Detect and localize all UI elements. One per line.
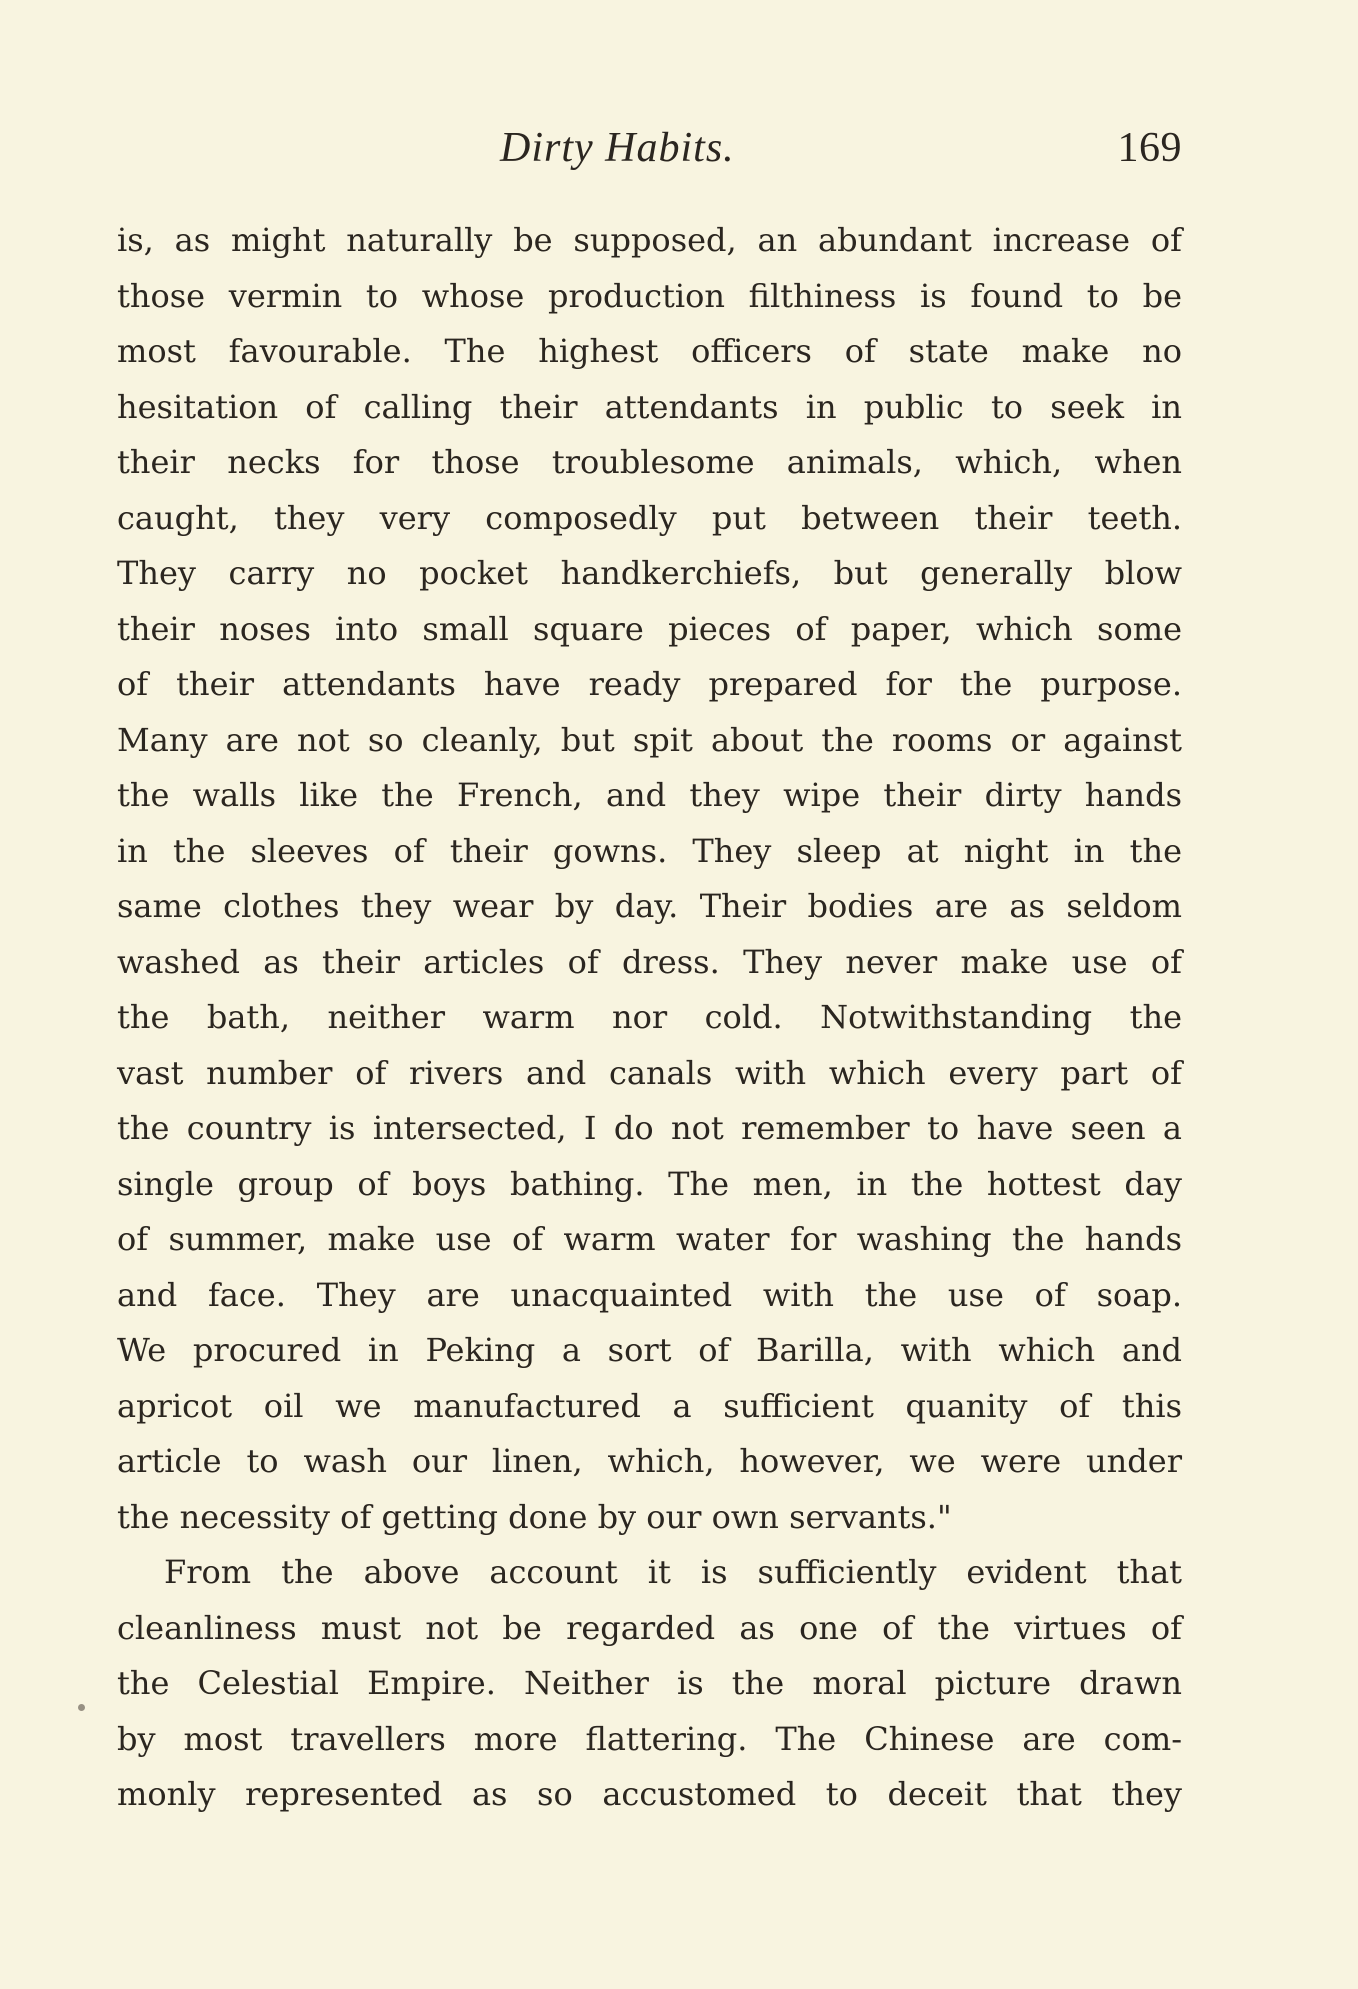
text-line: in the sleeves of their gowns. They sleep at night in the [117, 831, 1182, 870]
text-line: the Celestial Empire. Neither is the moral picture drawn [117, 1664, 1182, 1702]
text-line: of their attendants have ready prepared for the purpose. [117, 665, 1182, 703]
text-line: by most travellers more flattering. The Chinese are com- [117, 1719, 1182, 1758]
page-number: 169 [1117, 125, 1182, 171]
running-head [0, 118, 1358, 178]
paper-speck [78, 1704, 85, 1711]
text-line: Many are not so cleanly, but spit about the rooms or against [117, 720, 1182, 759]
text-line: cleanliness must not be regarded as one of the virtues of [117, 1608, 1182, 1647]
text-line: washed as their articles of dress. They never make use of [117, 942, 1182, 981]
text-line: We procured in Peking a sort of Barilla, with which and [117, 1331, 1182, 1369]
text-line: their necks for those troublesome animals, which, when [117, 443, 1182, 481]
text-line: the country is intersected, I do not remember to have seen a [117, 1109, 1182, 1147]
text-line: the bath, neither warm nor cold. Notwithstanding the [117, 998, 1182, 1036]
text-line: the walls like the French, and they wipe their dirty hands [117, 776, 1182, 814]
text-line: hesitation of calling their attendants in public to seek in [117, 387, 1182, 426]
text-line: single group of boys bathing. The men, in the hottest day [117, 1164, 1182, 1203]
text-line: of summer, make use of warm water for washing the hands [117, 1220, 1182, 1258]
text-line: apricot oil we manufactured a sufficient quanity of this [117, 1386, 1182, 1425]
text-line: monly represented as so accustomed to deceit that they [117, 1775, 1182, 1813]
paragraph-start-line: From the above account it is sufficiently evident that [164, 1553, 1182, 1591]
text-line: vast number of rivers and canals with which every part of [117, 1053, 1182, 1092]
text-line: most favourable. The highest officers of state make no [117, 332, 1182, 370]
text-line: is, as might naturally be supposed, an abundant increase of [117, 221, 1182, 259]
text-line: article to wash our linen, which, however, we were under [117, 1442, 1182, 1480]
body-text [117, 213, 1182, 1823]
text-line: same clothes they wear by day. Their bodies are as seldom [117, 887, 1182, 925]
text-line: They carry no pocket handkerchiefs, but generally blow [117, 554, 1182, 592]
text-line: their noses into small square pieces of paper, which some [117, 609, 1182, 648]
text-line: and face. They are unacquainted with the use of soap. [117, 1275, 1182, 1314]
paragraph-end-line: the necessity of getting done by our own servants." [117, 1497, 952, 1536]
text-line: those vermin to whose production filthiness is found to be [117, 276, 1182, 315]
running-title: Dirty Habits. [500, 125, 735, 171]
text-line: caught, they very composedly put between their teeth. [117, 498, 1182, 537]
